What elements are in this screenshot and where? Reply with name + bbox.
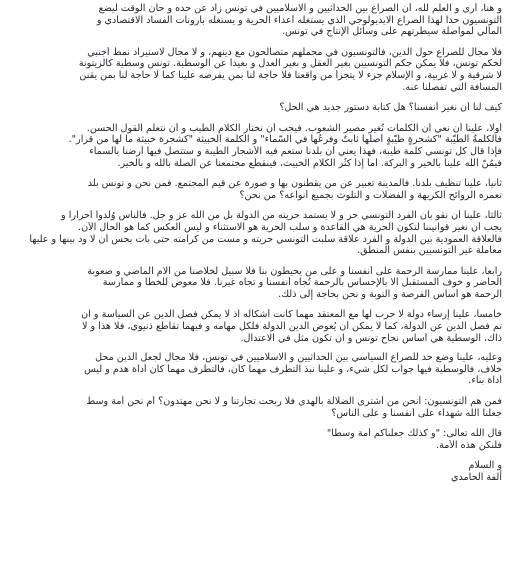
paragraph-question bbox=[8, 102, 502, 114]
text-line: فمن هم التونسيون: أنحن من أشترى الضلالة بالهدى فلا ربحت تجارتنا و لا نحن مهتدون؟ أم نحن أمة وسط bbox=[86, 396, 502, 408]
text-line: الحاضر و خوف المستقبل الا بالإحساس بالرحمة تُجاه أنفسنا و تجاه غيرنا. فلا معوض للخطأ و ممارسة bbox=[102, 277, 502, 289]
text-line: فلا مجال للصراع حول الدين، فالتونسيون في مجملهم متصالحون مع دينهم، و لا مجال لاستيراد نمط أجنبي bbox=[87, 46, 502, 58]
signature bbox=[8, 460, 502, 483]
text-line: الرحمة هو أساس الفرصة و التوبة و نحن بحاجة إلى ذلك. bbox=[278, 288, 502, 300]
text-line: رابعا، علينا ممارسة الرحمة على أنفسنا و على من يحيطون بنا فلا سبيل لخلاصنا من آلام الماضي و صعوبة bbox=[87, 265, 502, 277]
paragraph-fifth bbox=[8, 309, 502, 344]
text-line: المسافة التي تفصلنا عنه. bbox=[402, 81, 502, 93]
text-line: فالعلاقة العمودية بين الدولة و الفرد علاقة سلبت التونسي حريته و مست من كرامته حتى بات يحس أن لا ود بينها و عليها bbox=[29, 233, 502, 245]
text-line: ثالثا، علينا أن نقو بأن الفرد التونسي حر و لا يستمد حريته من الدولة بل من الله عز و جل. فالناس وُلدوا أحرارا و bbox=[61, 210, 502, 222]
paragraph-second bbox=[8, 178, 502, 201]
text-line: معاملة غير التونسيين بنفس المنطق. bbox=[357, 245, 502, 257]
paragraph-who-are-we bbox=[8, 396, 502, 419]
text-line: ثانيا، علينا تنظيف بلدنا. فالمدينة تعبير عن من يقطنون بها و صورة عن قيم المجتمع. فمن نحن و تونس بلد bbox=[87, 178, 502, 190]
paragraph-conclusion bbox=[8, 352, 502, 387]
text-line: وعليه، علينا وضع حد للصراع السياسي بين الحداثيين و الاسلاميين في تونس، فلا مجال لجعل الدين محل bbox=[95, 352, 502, 364]
paragraph-first bbox=[8, 123, 502, 169]
closing-text: و السلام bbox=[468, 460, 502, 472]
text-line: يجب أن نغير قوانيننا لتكون الحرية هي القاعدة و سلب الحرية هو الاستثناء و ليس العكس كما هو الحال الآن. bbox=[78, 221, 502, 233]
text-line: و هنا، أرى و العلم لله، أن الصراع بين الحداثيين و الاسلاميين في تونس زاد عن حده و حان الوقت ليضع bbox=[98, 3, 502, 14]
text-line: فالكلمةُ الطيّبة "كشجرةٍ طيّبةٍ أصلُها ثابتٌ وفرعُها في السّماء" و الكلمة الخبيثة "كشجرة خبيثة ما لها من قرار". bbox=[68, 134, 502, 146]
paragraph-quran-quote bbox=[8, 428, 502, 451]
text-line: ذاك، الوسطية هي أساس نجاح تونس و ان تكون مثل في الاعتدال. bbox=[240, 332, 502, 344]
paragraph-fourth bbox=[8, 266, 502, 301]
text-line: جعلنا الله شهداء على أنفسنا و على الناس؟ bbox=[331, 407, 502, 419]
text-line: كيف لنا أن نغير أنفسنا؟ هل كتابة دستور جديد هي الحل؟ bbox=[279, 102, 502, 114]
text-line: خلاف، فالوسطية فيها جواب لكل شيء، و علينا نبذ التطرف مهما كان، فالتطرف مهما كان أداة هدم و ليس bbox=[84, 363, 502, 375]
text-line: فإذا قال كل تونسي كلمة طيبة، فهذا يعني أن بلدنا ستعم فيه الأشجار الطيبة و ستتصل فيها أرضنا بالسماء bbox=[89, 145, 502, 157]
text-line: تم فصل الدين عن الدولة، كما لا يمكن أن يُعوض الدين الدولة فلكل مهامه و فيهما تقاطع ذنيوي، فلا هذا و لا bbox=[82, 321, 502, 333]
text-line: لا شرقية و لا غربية، و الإسلام جزء لا يتجزأ من واقعنا فلا حاجة لنا بمن يفرضه علينا كما لا حاجة لنا بمن يقنن bbox=[79, 69, 502, 81]
text-line: المالي لمواصلة سيطرتهم على وسائل الإنتاج في تونس. bbox=[282, 26, 502, 38]
author-name: ألفة الحامدي bbox=[450, 472, 502, 483]
paragraph-third bbox=[8, 210, 502, 256]
text-line: أولا، علينا أن نعي أن الكلمات تُغير مصير الشعوب. فيجب أن نختار الكلام الطيب و أن نتعلّم القول الحسن. bbox=[86, 122, 502, 134]
text-line: خامسا، علينا إرساء دولة لا حرب لها مع المعتقد مهما كانت أشكاله اذ لا يمكن فصل الدين عن السياسة و ان bbox=[81, 309, 502, 321]
text-line: التونسيون حدا لهذا الصراع الايديولوجي الذي يستغله أعداء الحرية و يستغله بارونات الفساد الاقتصادي و bbox=[96, 14, 502, 26]
paragraph-religion bbox=[8, 47, 502, 93]
text-line: لحكم تونس، فلا يمكن حكم التونسيين بغير العقل و بغير العدل و بعيدا عن الوسطية. تونس وسطية كالزيتونة bbox=[78, 58, 502, 70]
text-line: أداة بناء. bbox=[468, 375, 502, 387]
paragraph-intro bbox=[8, 3, 502, 38]
text-line: فلنكن هذه الأمة. bbox=[436, 439, 502, 451]
text-line: تعمره الروائح الكريهة و الفضلات و التلوث بجميع أنواعه؟ من نحن؟ bbox=[239, 189, 502, 201]
text-line: قال الله تعالى: "و كذلك جعلناكم أمة وسطا" bbox=[326, 428, 502, 440]
text-line: فيمُنّ الله علينا بالخير و البركة. اما إذا كثُر الكلام الخبيث، فينقطع مجتمعنا عن الصلة بالله و بالخير. bbox=[117, 157, 502, 169]
